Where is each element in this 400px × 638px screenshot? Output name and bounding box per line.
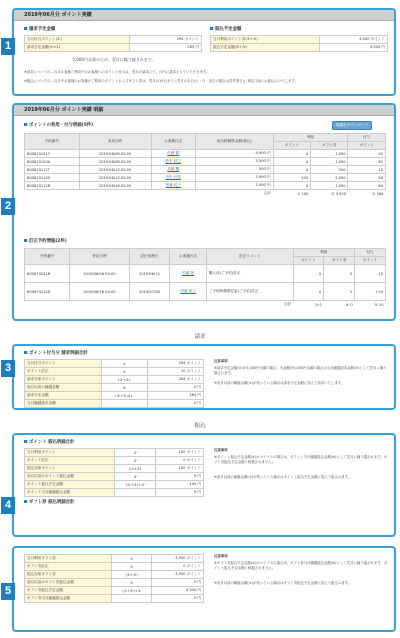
cell: 0 xyxy=(273,182,310,190)
cell: 2019/06/13 00:00 xyxy=(79,174,151,182)
cell: ① xyxy=(297,191,301,196)
cell: 0 円 xyxy=(151,579,203,587)
cell: ② xyxy=(115,457,156,465)
cell: 10 xyxy=(378,302,384,307)
cell: 0 xyxy=(319,302,322,307)
table-row xyxy=(25,481,204,489)
cell: 0 円 xyxy=(156,489,204,497)
col-header: ギフト券 xyxy=(324,257,355,265)
col-header: 利用 xyxy=(273,134,348,142)
cell: 0 ポイント xyxy=(156,457,204,465)
table-row xyxy=(25,489,204,497)
transfer-table xyxy=(210,35,388,52)
transfer-heading: 振込予定金額 xyxy=(210,26,241,32)
cell: 4,500 ポイント xyxy=(151,571,203,579)
table-row xyxy=(25,368,204,376)
cell: 0 xyxy=(273,150,310,158)
table-row xyxy=(25,555,204,563)
table-row xyxy=(25,563,204,571)
customer-link[interactable]: 田中 壮馬 xyxy=(151,174,195,182)
point-transfer-block xyxy=(12,433,396,537)
cell: 4,500 ポイント xyxy=(151,555,203,563)
cell: ご予約時精算変更(ご予約)訂正 xyxy=(206,283,293,301)
cell: B00674112T xyxy=(25,166,80,174)
cell: 4,500 円 xyxy=(320,44,388,52)
billing-table xyxy=(24,35,202,52)
cell: 請求対象ポイント xyxy=(25,376,102,384)
table-row xyxy=(25,595,204,603)
cell: ② xyxy=(112,563,152,571)
badge-5: 5 xyxy=(1,583,15,600)
table-row xyxy=(25,158,386,166)
cell: 4,500 円 xyxy=(151,587,203,595)
cell: 当月付与ポイント xyxy=(25,360,102,368)
customer-link[interactable]: 鈴木 結己 xyxy=(151,158,195,166)
cell: ⑤ xyxy=(374,302,378,307)
cell: ① xyxy=(101,360,147,368)
cell: 3,500 円 xyxy=(195,158,273,166)
badge-4: 4 xyxy=(1,497,15,514)
note-1: ※ポイント振込予定金額(④)がマイナスの場合は、ポイント当月繰越振込金額(⑤)として翌月に繰り越されます。ギフト券振込予定金額と相殺されません。 xyxy=(214,455,388,464)
col-header: お客様氏名 xyxy=(151,134,195,150)
cell: 100 xyxy=(301,191,309,196)
cell: ギフト券当月繰越振込金額 xyxy=(25,595,112,603)
cell: -10 xyxy=(355,265,386,283)
cell: (①+②)+③ xyxy=(115,481,156,489)
col-header: ポイント xyxy=(348,142,386,150)
detail-block xyxy=(12,103,396,321)
cell: 購入前(ご予約)訂正 xyxy=(206,265,293,283)
cell: ポイント訂正 xyxy=(25,457,115,465)
gift-transfer-heading: ギフト券 振込明細合計 xyxy=(24,499,74,505)
cell: 284 xyxy=(376,191,384,196)
note-1: ※ギフト券振込予定金額(④)がマイナスの場合は、ギフト券当月繰越振込金額(⑤)として翌月に繰り越されます。ポイント振込予定金額と相殺されません。 xyxy=(214,561,388,570)
billing-heading: 請求予定金額 xyxy=(24,26,55,32)
cell: 前月以前のギフト券振込金額 xyxy=(25,579,112,587)
cell: 62 xyxy=(348,158,386,166)
table-row xyxy=(25,360,204,368)
cell: ③ xyxy=(315,302,319,307)
cell: 0 円 xyxy=(151,595,203,603)
col-header: ポイント xyxy=(273,142,310,150)
cell: ポイント当月繰越振込金額 xyxy=(25,489,115,497)
billing-total-block xyxy=(12,344,396,410)
customer-link[interactable]: 佐藤 健 xyxy=(151,150,195,158)
cell: 当月繰越請求金額 xyxy=(25,400,102,408)
cell: 265 円 xyxy=(129,44,201,52)
cell: ポイント振込予定金額 xyxy=(25,481,115,489)
cell: (①+②) xyxy=(101,376,147,384)
table-row xyxy=(25,473,204,481)
cell: ポイント訂正 xyxy=(25,368,102,376)
cell: 500 xyxy=(311,166,348,174)
table-row xyxy=(25,587,204,595)
cell: 1,000 xyxy=(311,182,348,190)
cell: B00674112B xyxy=(25,182,80,190)
cell: 請求予定金額(①×1) xyxy=(25,44,130,52)
cell: 100 ポイント xyxy=(156,465,204,473)
table-row xyxy=(25,400,204,408)
cell: B00674112D xyxy=(25,283,70,301)
cell: 合計 xyxy=(263,191,272,196)
table-row xyxy=(25,465,204,473)
note-2: ※前月以前の繰越金額(③)が残っている場合は請求予定金額に加えて請求いたします。 xyxy=(214,381,345,385)
cell: 0 xyxy=(350,302,353,307)
usage-table xyxy=(24,133,386,198)
download-button[interactable]: 明細をダウンロード xyxy=(332,121,372,130)
cell xyxy=(115,489,156,497)
cell: 4,900 円 xyxy=(195,150,273,158)
cell: 0 xyxy=(273,158,310,166)
cell: 当月利用ギフト券 xyxy=(25,555,112,563)
table-row xyxy=(25,457,204,465)
cell: ② xyxy=(331,191,335,196)
note-2: ※振込についての…当月中お客様のお客様のご利用のポイントおよびギフト券は、翌月の15日までに翌月の末日(土・日・祝日の場合は翌営業日)に指定口座にお振込みいたします。 xyxy=(24,79,298,83)
cell: (①+②) xyxy=(112,571,152,579)
customer-link[interactable]: 伊藤 莉子 xyxy=(151,182,195,190)
badge-2: 2 xyxy=(1,198,15,215)
badge-1: 1 xyxy=(1,38,15,55)
cell: 0 xyxy=(293,283,324,301)
col-header: お客様氏名 xyxy=(170,249,207,265)
cell: ギフト券振込予定金額 xyxy=(25,587,112,595)
col-header: 利用 xyxy=(293,249,355,257)
cell: 92 xyxy=(348,150,386,158)
cell: ③ xyxy=(101,384,147,392)
cell: 4,500 ポイント xyxy=(320,36,388,44)
col-header: 予約番号 xyxy=(25,249,70,265)
cell: 当月付与ポイント(①) xyxy=(25,36,130,44)
col-header: 付与 xyxy=(355,249,386,257)
cell: 0 xyxy=(273,166,310,174)
cell: ① xyxy=(372,191,376,196)
cell: 振込予定金額(②+③) xyxy=(211,44,320,52)
cell: B00674151Y xyxy=(25,150,80,158)
cell: (①+②)+③ xyxy=(112,587,152,595)
cell: 0 円 xyxy=(156,473,204,481)
cell: 合計 xyxy=(283,302,292,307)
billing-total-table xyxy=(24,359,204,408)
cell: 100 ポイント xyxy=(156,449,204,457)
table-row xyxy=(25,174,386,182)
cell: 2,900 円 xyxy=(195,174,273,182)
col-header: 予約番号 xyxy=(25,134,80,150)
col-header: 訂正処理日 xyxy=(129,249,170,265)
cell: 294 ポイント xyxy=(129,36,201,44)
cell: 0 ポイント xyxy=(151,563,203,571)
cell: 56 xyxy=(348,174,386,182)
cell: 請求予定金額 xyxy=(25,392,102,400)
cell: B00674150A xyxy=(25,158,80,166)
correction-table xyxy=(24,248,386,309)
cell: (①+②)×1 xyxy=(101,392,147,400)
gift-transfer-table xyxy=(24,554,204,603)
col-header: ギフト券 xyxy=(311,142,348,150)
cell: 振込対象ポイント xyxy=(25,465,115,473)
customer-link[interactable]: 高橋 楓 xyxy=(151,166,195,174)
cell: 当月利用ポイント xyxy=(25,449,115,457)
cell: 1,000 xyxy=(311,150,348,158)
cell: 3,500 円 xyxy=(195,182,273,190)
table-row xyxy=(25,384,204,392)
table-row xyxy=(25,449,204,457)
cell: 0 xyxy=(293,265,324,283)
cell: 284 ポイント xyxy=(147,376,203,384)
billing-section-title: 請求 xyxy=(194,334,206,340)
cell: 2019/06/06 00:00 xyxy=(79,150,151,158)
cell: 2019/07/08 xyxy=(129,283,170,301)
col-header: 来店日時 xyxy=(70,249,129,265)
col-header: 来店時精算金額(税込) xyxy=(195,134,273,150)
cell: 0 xyxy=(324,265,355,283)
note-2: ※前月以前の繰越金額(③)が残っている場合はギフト券振込予定金額に加えて振込みます。 xyxy=(214,581,352,585)
cell: B00674114S xyxy=(25,174,80,182)
cell: 2019/06/08 00:00 xyxy=(79,158,151,166)
notes-heading: 注意事項 xyxy=(214,359,228,363)
cell: 前月以前の繰越金額 xyxy=(25,384,102,392)
usage-heading: ポイントの利用・付与明細(5件) xyxy=(24,122,93,128)
table-row xyxy=(25,150,386,158)
warning-text: 5,000円未満のため、翌月に繰り越されます。 xyxy=(72,57,156,62)
col-header: 来店日時 xyxy=(79,134,151,150)
cell xyxy=(112,595,152,603)
correction-heading: 訂正予約情報(2件) xyxy=(24,238,67,244)
table-row xyxy=(25,376,204,384)
col-header: ポイント xyxy=(293,257,324,265)
cell: 0 円 xyxy=(147,400,203,408)
cell: ① xyxy=(112,555,152,563)
cell: 前月以前のポイント振込金額 xyxy=(25,473,115,481)
col-header: 付与 xyxy=(348,134,386,142)
summary-title: 2019年06月分 ポイント実績 xyxy=(14,10,394,21)
cell: ③ xyxy=(115,473,156,481)
badge-3: 3 xyxy=(1,360,15,377)
note-1: ※請求予定金額(④)が5,000円未満の場合、当金額を5,000円未満の場合は当月繰越請求金額(⑤)として翌月に繰り越されます。 xyxy=(214,366,387,375)
cell: 2,000 xyxy=(311,174,348,182)
cell: (①+②) xyxy=(115,465,156,473)
cell: 2019/06/12 xyxy=(129,265,170,283)
cell: B00674151B xyxy=(25,265,70,283)
table-row xyxy=(25,392,204,400)
cell: 0 円 xyxy=(147,384,203,392)
total-row xyxy=(25,301,386,309)
point-transfer-heading: ポイント 振込明細合計 xyxy=(24,439,74,445)
cell: +20 xyxy=(355,283,386,301)
cell: 100 xyxy=(273,174,310,182)
note-2: ※前月以前の繰越金額(③)が残っている場合はポイント振込予定金額に加えて振込みます。 xyxy=(214,475,352,479)
notes-heading: 注意事項 xyxy=(214,554,228,558)
cell: 100 円 xyxy=(156,481,204,489)
cell: 2019/06/16 00:00 xyxy=(79,182,151,190)
table-row xyxy=(25,283,386,301)
gift-transfer-block xyxy=(12,546,396,632)
cell: 500 円 xyxy=(195,166,273,174)
table-row xyxy=(25,579,204,587)
transfer-section-title: 振込 xyxy=(194,423,206,429)
cell: 2019/06/13 00:00 xyxy=(79,166,151,174)
table-row xyxy=(25,166,386,174)
cell: ④ xyxy=(345,302,350,307)
table-row xyxy=(25,571,204,579)
cell xyxy=(101,400,147,408)
cell: 当月利用ポイント計(②+③) xyxy=(211,36,320,44)
cell: 1,000 xyxy=(311,158,348,166)
customer-link[interactable]: 佐藤 陸 xyxy=(170,265,207,283)
cell: 284 円 xyxy=(147,392,203,400)
total-row xyxy=(25,190,386,198)
cell: 10 ポイント xyxy=(147,368,203,376)
cell: 2019/06/16 00:00 xyxy=(70,283,129,301)
cell: 振込対象ギフト券 xyxy=(25,571,112,579)
cell: 64 xyxy=(348,182,386,190)
col-header: ポイント xyxy=(355,257,386,265)
note-1: ※請求についての…当月お客様ご利用でのお客様へのポイント付与は、翌月の請求にて、月内に請求させていただきます。 xyxy=(24,70,210,74)
cell: 3,500 xyxy=(335,191,346,196)
cell: ① xyxy=(115,449,156,457)
detail-title: 2019年06月分 ポイント実績 明細 xyxy=(14,105,394,116)
cell: ギフト券訂正 xyxy=(25,563,112,571)
col-header: 訂正コメント xyxy=(206,249,293,265)
table-row xyxy=(25,265,386,283)
table-row xyxy=(25,182,386,190)
cell: ③ xyxy=(112,579,152,587)
cell: 0 xyxy=(324,283,355,301)
summary-block xyxy=(12,8,396,96)
cell: 294 ポイント xyxy=(147,360,203,368)
customer-link[interactable]: 伊藤 莉子 xyxy=(170,283,207,301)
notes-heading: 注意事項 xyxy=(214,448,228,452)
cell: ② xyxy=(101,368,147,376)
billing-total-heading: ポイント付与分 請求明細合計 xyxy=(24,350,88,356)
cell: 10 xyxy=(348,166,386,174)
point-transfer-table xyxy=(24,448,204,497)
cell: 2019/06/06 00:00 xyxy=(70,265,129,283)
